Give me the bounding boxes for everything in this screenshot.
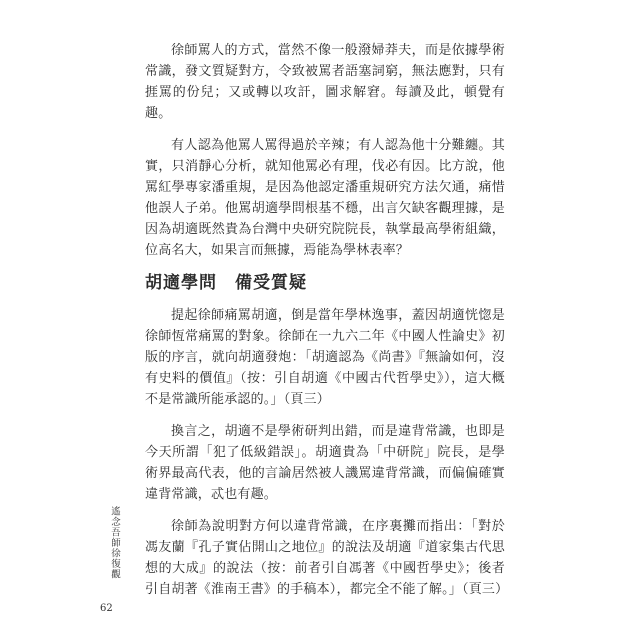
paragraph: 徐師罵人的方式，當然不像一般潑婦莽夫，而是依據學術常識，發文質疑對方，令致被罵者語塞詞窮，無法應對，只有捱罵的份兒；又或轉以攻訐，圖求解窘。每讀及此，頓覺有趣。	[145, 43, 505, 121]
section-heading: 胡適學問 備受質疑	[145, 273, 307, 293]
body-text	[145, 40, 509, 600]
paragraph: 提起徐師痛罵胡適，倒是當年學林逸事，蓋因胡適恍惚是徐師恆常痛罵的對象。徐師在一九六二年《中國人性論史》初版的序言，就向胡適發炮：「胡適認為《尚書》『無論如何，沒有史料的價值』（按：引自胡適《中國古代哲學史》），這大概不是常識所能承認的。」（頁三）	[145, 308, 505, 407]
paragraph: 徐師為說明對方何以違背常識，在序裏攤而指出：「對於馮友蘭『孔子實佔開山之地位』的說法及胡適『道家集古代思想的大成』的說法（按：前者引自馮著《中國哲學史》；後者引自胡著《淮南王書》的手稿本），都完全不能了解。」（頁三）	[145, 519, 509, 597]
page-number: 62	[100, 603, 113, 614]
running-book-title: 遙念吾師徐復觀	[109, 506, 120, 580]
paragraph: 有人認為他罵人罵得過於辛辣；有人認為他十分難纏。其實，只消靜心分析，就知他罵必有理，伐必有因。比方說，他罵紅學專家潘重規，是因為他認定潘重規研究方法欠通，痛惜他誤人子弟。他罵胡適學問根基不穩，出言欠缺客觀理據，是因為胡適既然貴為台灣中央研究院院長，執掌最高學術組織，位高名大，如果言而無據，焉能為學林表率？	[145, 138, 505, 258]
paragraph: 換言之，胡適不是學術研判出錯，而是違背常識，也即是今天所謂「犯了低級錯誤」。胡適貴為「中研院」院長，是學術界最高代表，他的言論居然被人譏罵違背常識，而偏偏確實違背常識，忒也有趣。	[145, 424, 505, 502]
